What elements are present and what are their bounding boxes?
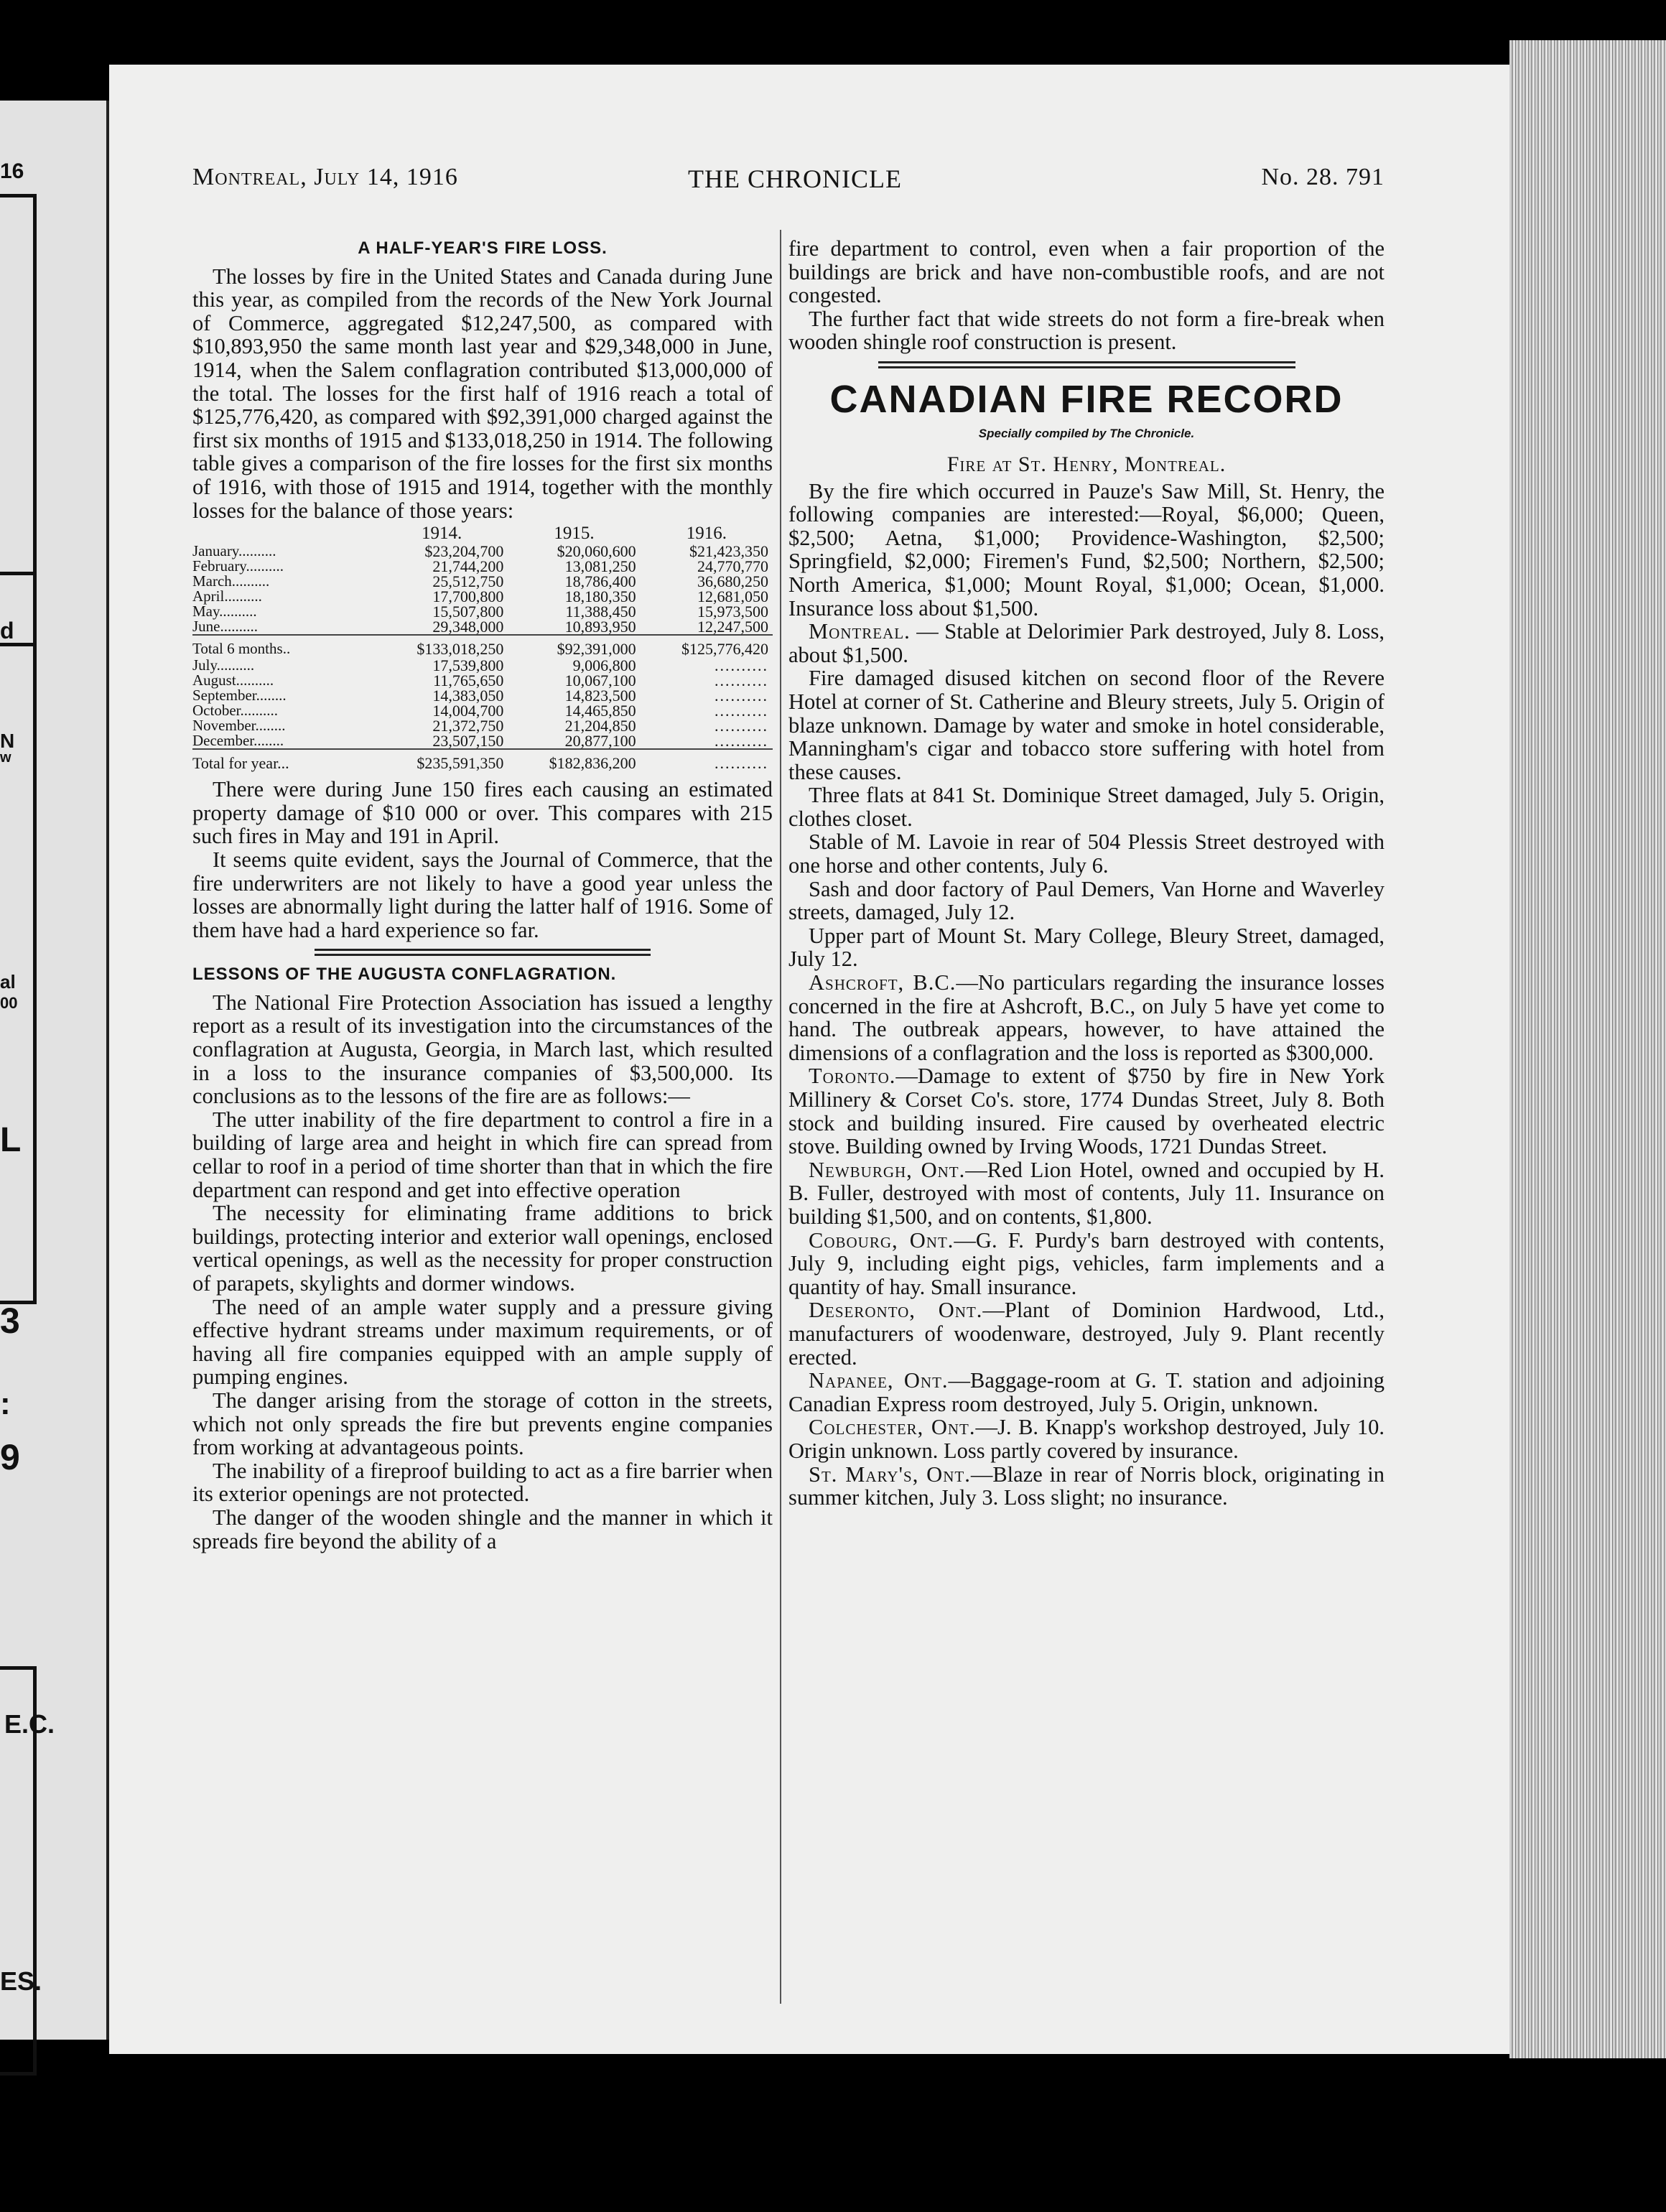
- publication-title: THE CHRONICLE: [688, 164, 902, 193]
- entry-text: — Stable at Delorimier Park destroyed, July 8. Loss, about $1,500.: [788, 619, 1385, 667]
- value-1914: $23,204,700: [424, 542, 504, 561]
- table-row: [192, 559, 773, 574]
- fire-record-entry: [788, 666, 1385, 784]
- entry-text: —Plant of Dominion Hardwood, Ltd., manufacturers of woodenware, destroyed, July 9. Plant recently erected.: [788, 1298, 1385, 1370]
- fire-record-entry: [788, 1064, 1385, 1158]
- value-1915: $20,060,600: [557, 542, 636, 561]
- fire-record-entry: [788, 620, 1385, 666]
- value-1914: 15,507,800: [432, 603, 504, 621]
- fragment-text: :: [0, 1386, 11, 1421]
- article-paragraph: It seems quite evident, says the Journal of Commerce, that the fire underwriters are not likely to have a good year unless the losses are abnormally light during the latter half of 1916. Some of them have had a hard experience so far.: [192, 847, 773, 942]
- month-label: April..........: [192, 587, 262, 605]
- value-1916: 36,680,250: [697, 572, 768, 591]
- value-1915: 10,067,100: [564, 672, 636, 690]
- value-1914: 11,765,650: [433, 672, 504, 690]
- value-1916: 12,681,050: [697, 587, 768, 606]
- fire-record-entry: [788, 1369, 1385, 1416]
- fire-record-entry: [788, 1416, 1385, 1462]
- article-paragraph: The losses by fire in the United States and Canada during June this year, as compiled from the records of the New York Journal of Commerce, aggregated $12,247,500, as compared with $10,893,950 the same month last year and $29,348,000 in June, 1914, when the Salem conflagration contributed $13,000,000 of the total. The losses for the first half of 1916 reach a total of $125,776,420, as compared with $92,391,000 charged against the first six months of 1915 and $133,018,250 in 1914. The following table gives a comparison of the fire losses for the first six months of 1916, with those of 1915 and 1914, together with the monthly losses for the balance of those years:: [192, 264, 773, 523]
- article-title-half-year: A HALF-YEAR'S FIRE LOSS.: [358, 238, 608, 258]
- value-1915: $92,391,000: [508, 635, 640, 658]
- table-row: [192, 733, 773, 749]
- fragment-text: d: [0, 618, 14, 643]
- value-1915: 10,893,950: [564, 618, 636, 636]
- entry-text: —Damage to extent of $750 by fire in New York Millinery & Corset Co's. store, 1774 Dundas Street, July 8. Both stock and building insured. Fire caused by overheated electric stove. Building owned by Irving Woods, 1721 Dundas Street.: [788, 1064, 1385, 1159]
- article-title-augusta: LESSONS OF THE AUGUSTA CONFLAGRATION.: [192, 965, 617, 985]
- article-paragraph: The further fact that wide streets do not form a fire-break when wooden shingle roof construction is present.: [788, 306, 1385, 355]
- value-1915: 14,823,500: [564, 687, 636, 705]
- entry-text: Sash and door factory of Paul Demers, Van Horne and Waverley streets, damaged, July 12.: [788, 876, 1385, 925]
- value-1916: 24,770,770: [697, 557, 768, 576]
- table-row: [192, 673, 773, 688]
- value-1915: 18,180,350: [564, 587, 636, 606]
- value-1916: 15,973,500: [697, 603, 768, 621]
- month-label: March..........: [192, 572, 270, 590]
- column-divider: [780, 230, 781, 2004]
- fire-record-entry: [788, 878, 1385, 924]
- entry-text: —G. F. Purdy's barn destroyed with contents, July 9, including eight pigs, vehicles, farm implements and a quantity of hay. Small insurance.: [788, 1227, 1385, 1299]
- adjacent-page-edge: [0, 101, 109, 2040]
- table-total-year: [192, 749, 773, 771]
- fragment-text: ES.: [0, 1966, 42, 1996]
- value-1915: $182,836,200: [508, 749, 640, 771]
- value-1916: ..........: [715, 672, 768, 690]
- article-paragraph: There were during June 150 fires each causing an estimated property damage of $10 000 or over. This compares with 215 such fires in May and 191 in April.: [192, 777, 773, 849]
- value-1914: 21,744,200: [432, 557, 504, 576]
- month-label: Total 6 months..: [192, 635, 376, 658]
- value-1914: 23,507,150: [432, 732, 504, 750]
- value-1915: 13,081,250: [564, 557, 636, 576]
- entry-text: Three flats at 841 St. Dominique Street damaged, July 5. Origin, clothes closet.: [788, 783, 1385, 831]
- value-1916: ..........: [715, 702, 768, 720]
- entry-text: —No particulars regarding the insurance losses concerned in the fire at Ashcroft, B.C., on July 5 have yet come to hand. The outbreak appears, however, to have attained the dimensions of a conflagration and the loss is reported as $300,000.: [788, 970, 1385, 1065]
- value-1916: ..........: [715, 656, 768, 675]
- fragment-text: 00: [0, 994, 18, 1012]
- fragment-text: 3: [0, 1301, 20, 1341]
- table-row: [192, 749, 773, 771]
- fragment-text: E.C.: [4, 1709, 55, 1739]
- left-column: [192, 237, 773, 1553]
- value-1915: 18,786,400: [564, 572, 636, 591]
- month-label: October..........: [192, 702, 278, 720]
- running-head: [192, 164, 1385, 200]
- value-1915: 11,388,450: [565, 603, 636, 621]
- table-row: [192, 574, 773, 589]
- month-label: June..........: [192, 618, 258, 636]
- fire-record-entry: [788, 924, 1385, 971]
- fire-record-entry: [788, 830, 1385, 877]
- section-divider: [878, 361, 1295, 368]
- value-1916: ..........: [641, 749, 773, 771]
- column-header-1915: 1915.: [554, 524, 595, 544]
- article-paragraph: The National Fire Protection Association has issued a lengthy report as a result of its investigation into the circumstances of the conflagration at Augusta, Georgia, in March last, which resulted in a loss to the insurance companies of $3,500,000. Its conclusions as to the lessons of the fire are as follows:—: [192, 990, 773, 1109]
- article-paragraph: The danger of the wooden shingle and the manner in which it spreads fire beyond the ability of a: [192, 1505, 773, 1553]
- fire-record-entry: [788, 1298, 1385, 1369]
- fire-record-entry: [788, 1229, 1385, 1299]
- running-head-date: Montreal, July 14, 1916: [192, 164, 458, 190]
- value-1914: 21,372,750: [432, 717, 504, 735]
- table-body-second-half: [192, 658, 773, 749]
- month-label: December........: [192, 732, 284, 750]
- fire-record-intro: By the fire which occurred in Pauze's Saw Mill, St. Henry, the following companies are interested:—Royal, $6,000; Queen, $2,500; Aetna, $1,000; Providence-Washington, $2,500; Springfield, $2,000; Firemen's Fund, $2,500; Northern, $2,500; North America, $1,000; Mount Royal, $1,000; Ocean, $1,000. Insurance loss about $1,500.: [788, 478, 1385, 621]
- table-row: [192, 688, 773, 703]
- value-1914: 14,004,700: [432, 702, 504, 720]
- fragment-text: L: [0, 1121, 22, 1159]
- entry-text: —Baggage-room at G. T. station and adjoining Canadian Express room destroyed, July 5. Origin, unknown.: [788, 1368, 1385, 1416]
- table-row: [192, 658, 773, 673]
- fire-record-entry: [788, 1158, 1385, 1229]
- table-total-six-months: [192, 635, 773, 658]
- value-1914: $133,018,250: [376, 635, 508, 658]
- table-row: [192, 703, 773, 718]
- entry-place: Toronto.: [809, 1064, 896, 1089]
- article-paragraph: The utter inability of the fire department to control a fire in a building of large area and height in which fire can spread from cellar to roof in a period of time shorter than that in which the fire department can respond and get into effective operation: [192, 1107, 773, 1202]
- column-header-1914: 1914.: [422, 524, 462, 544]
- entry-place: Ashcroft, B.C.: [809, 970, 957, 995]
- fragment-text: N: [0, 730, 15, 752]
- article-paragraph-continued: fire department to control, even when a fair proportion of the buildings are brick and have non-combustible roofs, and are not congested.: [788, 236, 1385, 308]
- value-1914: 17,539,800: [432, 656, 504, 675]
- entry-place: Cobourg, Ont.: [809, 1227, 954, 1253]
- table-row: [192, 619, 773, 635]
- entry-place: Montreal.: [809, 619, 911, 644]
- month-label: February..........: [192, 557, 284, 575]
- value-1916: $21,423,350: [689, 542, 768, 561]
- entry-text: Stable of M. Lavoie in rear of 504 Plessis Street destroyed with one horse and other contents, July 6.: [788, 830, 1385, 878]
- entry-text: —Blaze in rear of Norris block, originating in summer kitchen, July 3. Loss slight; no insurance.: [788, 1462, 1385, 1510]
- value-1914: 14,383,050: [432, 687, 504, 705]
- section-divider: [315, 949, 651, 956]
- entry-text: Fire damaged disused kitchen on second floor of the Revere Hotel at corner of St. Catherine and Bleury streets, July 5. Origin of blaze unknown. Damage by water and smoke in hotel considerable, Manningham's cigar and tobacco store suffering with hotel from these causes.: [788, 666, 1385, 784]
- fire-record-entry: [788, 971, 1385, 1064]
- month-label: July..........: [192, 656, 255, 674]
- article-paragraph: The necessity for eliminating frame additions to brick buildings, protecting interior and exterior wall openings, enclosed vertical openings, as well as the necessity for proper construction of parapets, skylights and dormer windows.: [192, 1201, 773, 1296]
- column-header-1916: 1916.: [686, 524, 727, 544]
- month-label: May..........: [192, 603, 257, 621]
- entry-text: —Red Lion Hotel, owned and occupied by H. B. Fuller, destroyed with most of contents, July 11. Insurance on building $1,500, and on contents, $1,800.: [788, 1157, 1385, 1229]
- value-1916: ..........: [715, 687, 768, 705]
- table-body-first-half: [192, 544, 773, 635]
- value-1916: ..........: [715, 717, 768, 735]
- article-paragraph: The inability of a fireproof building to act as a fire barrier when its exterior openings are not protected.: [192, 1458, 773, 1507]
- entry-text: Upper part of Mount St. Mary College, Bleury Street, damaged, July 12.: [788, 923, 1385, 972]
- value-1916: ..........: [715, 732, 768, 750]
- entry-place: Colchester, Ont.: [809, 1415, 976, 1440]
- fragment-text: 16: [0, 159, 24, 183]
- value-1914: $235,591,350: [376, 749, 508, 771]
- value-1914: 25,512,750: [432, 572, 504, 591]
- table-row: [192, 604, 773, 619]
- article-paragraph: The danger arising from the storage of cotton in the streets, which not only spreads the fire but prevents engine companies from working at advantageous points.: [192, 1388, 773, 1460]
- month-label: September........: [192, 687, 287, 705]
- table-header-row: [192, 525, 773, 544]
- fragment-border: [0, 572, 37, 1304]
- fragment-text: w: [0, 750, 11, 766]
- fire-record-title: CANADIAN FIRE RECORD: [829, 377, 1344, 421]
- table-row: [192, 589, 773, 604]
- entry-place: Napanee, Ont.: [809, 1368, 949, 1393]
- value-1914: 29,348,000: [432, 618, 504, 636]
- right-column: [788, 237, 1385, 1510]
- fire-record-entries: [788, 620, 1385, 1510]
- month-label: January..........: [192, 542, 276, 560]
- value-1915: 14,465,850: [564, 702, 636, 720]
- month-label: August..........: [192, 672, 274, 689]
- table-row: [192, 718, 773, 733]
- value-1915: 20,877,100: [564, 732, 636, 750]
- value-1914: 17,700,800: [432, 587, 504, 606]
- fragment-text: 9: [0, 1437, 20, 1477]
- fire-loss-table: [192, 525, 773, 771]
- month-label: Total for year...: [192, 749, 376, 771]
- entry-place: Deseronto, Ont.: [809, 1298, 983, 1323]
- value-1916: 12,247,500: [697, 618, 768, 636]
- fire-record-entry: [788, 1463, 1385, 1510]
- fire-record-section-heading: Fire at St. Henry, Montreal.: [946, 452, 1227, 476]
- entry-place: St. Mary's, Ont.: [809, 1462, 971, 1487]
- entry-place: Newburgh, Ont.: [809, 1157, 966, 1182]
- value-1915: 9,006,800: [572, 656, 636, 675]
- value-1916: $125,776,420: [641, 635, 773, 658]
- book-page-edges: [1509, 40, 1666, 2058]
- fire-record-entry: [788, 784, 1385, 830]
- fire-record-subtitle: Specially compiled by The Chronicle.: [978, 426, 1195, 440]
- entry-text: —J. B. Knapp's workshop destroyed, July 10. Origin unknown. Loss partly covered by insurance.: [788, 1415, 1385, 1463]
- issue-page-number: No. 28. 791: [1261, 164, 1385, 190]
- table-row: [192, 544, 773, 559]
- table-row: [192, 635, 773, 658]
- value-1915: 21,204,850: [564, 717, 636, 735]
- fragment-text: al: [0, 971, 16, 993]
- article-paragraph: The need of an ample water supply and a pressure giving effective hydrant streams under maximum requirements, or of having all fire companies equipped with an ample supply of pumping engines.: [192, 1294, 773, 1390]
- month-label: November........: [192, 717, 286, 735]
